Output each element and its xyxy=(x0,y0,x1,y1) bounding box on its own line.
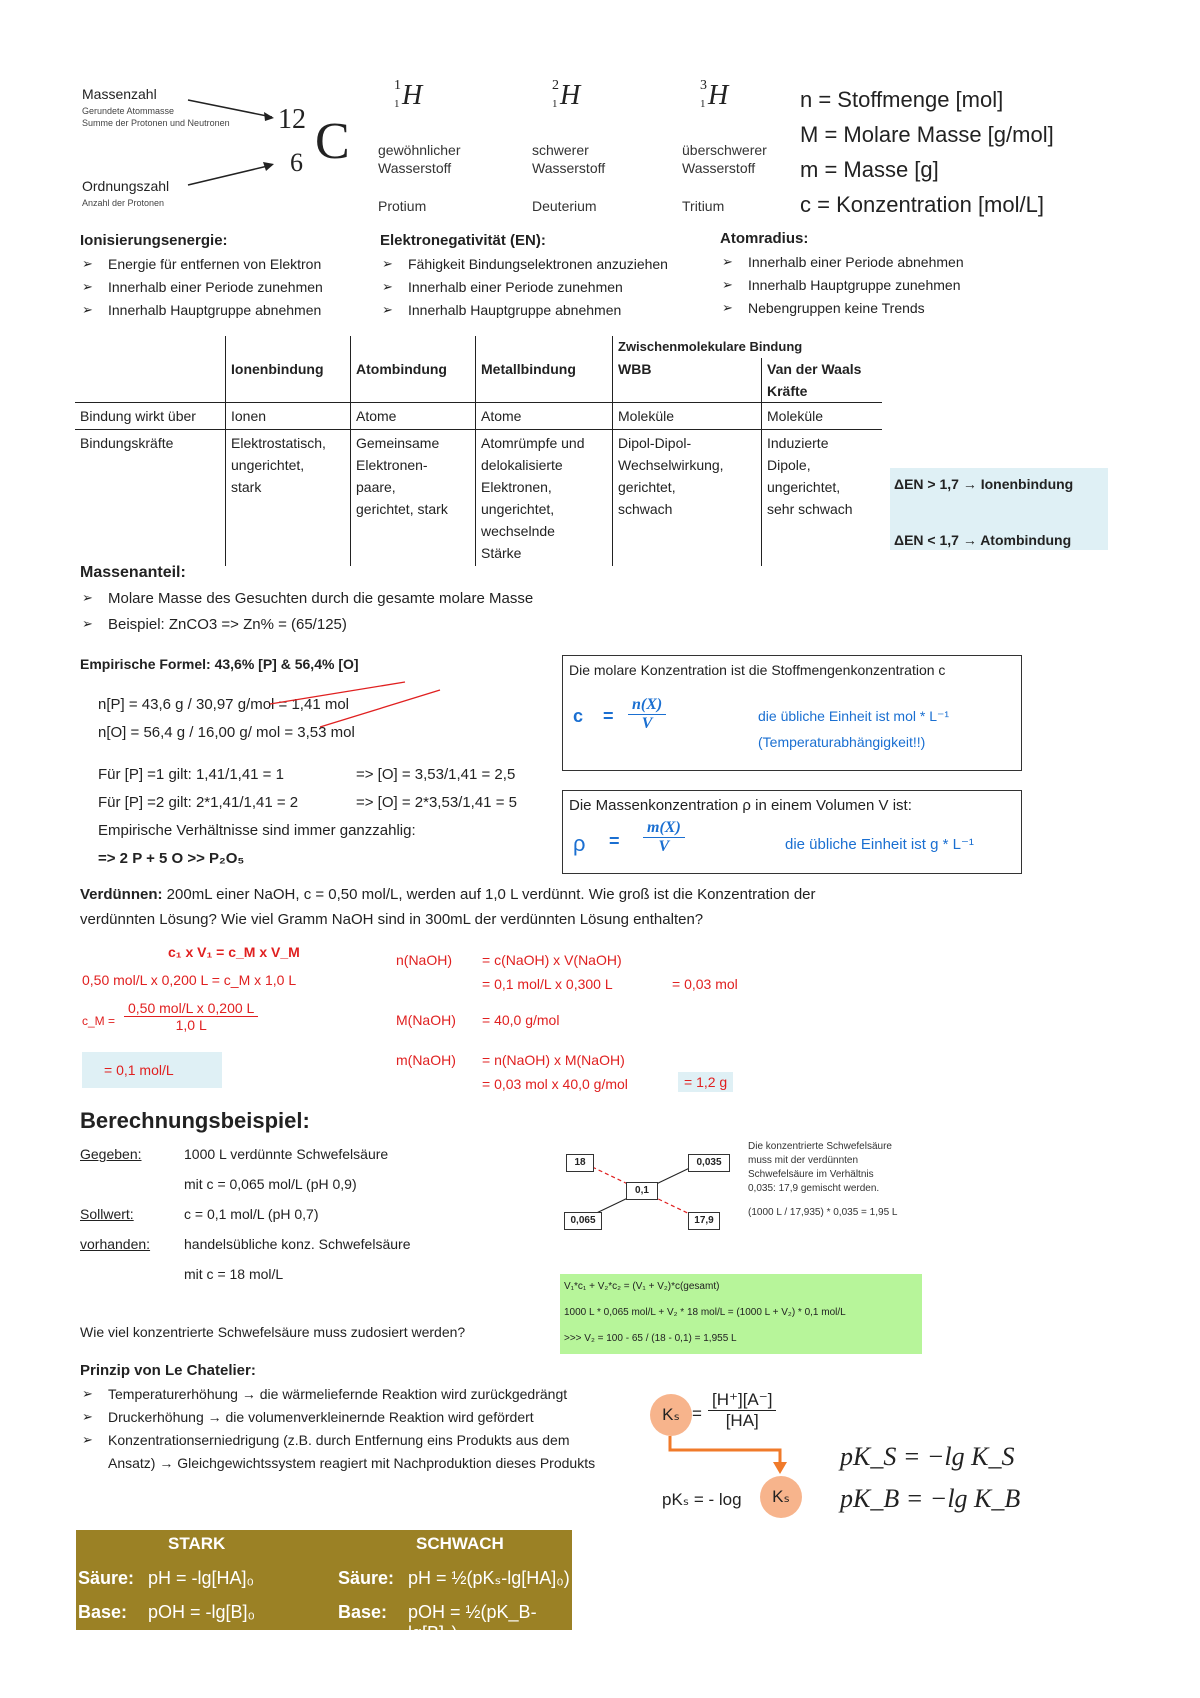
h1-mass: 1 xyxy=(394,78,401,93)
cell xyxy=(226,430,351,567)
chatelier-section xyxy=(80,1362,620,1475)
trend-item: ➢ Fähigkeit Bindungselektronen anzuziehen xyxy=(380,253,710,276)
h3-name: Tritium xyxy=(682,198,725,214)
verd-m2r: = n(NaOH) x M(NaOH) xyxy=(482,1052,625,1068)
massenzahl-label: Massenzahl xyxy=(82,86,157,102)
chatelier-title: Prinzip von Le Chatelier: xyxy=(80,1362,256,1379)
verduennen-text2: verdünnten Lösung? Wie viel Gramm NaOH sind in 300mL der verdünnten Lösung enthalten? xyxy=(80,911,704,928)
cell-line: Induzierte xyxy=(767,435,829,451)
empirische-section xyxy=(80,656,560,876)
def-masse: m = Masse [g] xyxy=(800,157,939,182)
ph-saeure-stark: pH = -lg[HA]₀ xyxy=(148,1568,255,1588)
verd-result: = 0,1 mol/L xyxy=(82,1052,222,1088)
chatelier-item: ➢ Konzentrationserniedrigung (z.B. durch Entfernung eins Produkts aus dem Ansatz) → Gleichgewichtssystem reagiert mit Nachproduktion dieses Produkts xyxy=(80,1429,620,1475)
crossout-strokes xyxy=(230,672,450,732)
mixing-desc-line: Schwefelsäure im Verhältnis xyxy=(748,1169,874,1180)
verd-m3r: = 1,2 g xyxy=(678,1072,733,1092)
trend-item: ➢ Innerhalb einer Periode abnehmen xyxy=(720,251,1050,274)
ph-base-schwach: pOH = ½(pK_B-lg[B]₀) xyxy=(408,1602,537,1643)
trend-ionisierung xyxy=(80,232,380,322)
verd-cm: c_M = xyxy=(82,1014,116,1028)
trend-title: Ionisierungsenergie: xyxy=(80,232,228,249)
h3-symbol: H xyxy=(708,80,729,111)
verd-m2l: m(NaOH) xyxy=(396,1052,456,1068)
h1-line1: gewöhnlicher xyxy=(378,142,461,158)
cell-line: ungerichtet, xyxy=(767,479,841,495)
th-zwischenmolekular xyxy=(613,336,883,403)
h1-name: Protium xyxy=(378,198,427,214)
row-label: Bindungskräfte xyxy=(80,435,174,451)
pks-label: pKₛ = - log xyxy=(662,1490,742,1509)
cell-line: stark xyxy=(231,479,262,495)
empirisch-line4a: Für [P] =2 gilt: 2*1,41/1,41 = 2 xyxy=(98,794,299,811)
h3-line1: überschwerer xyxy=(682,142,767,158)
ordnungszahl-sub: Anzahl der Protonen xyxy=(82,198,165,208)
th-vdw: Van der Waals Kräfte xyxy=(761,358,882,402)
molar-note: (Temperaturabhängigkeit!!) xyxy=(758,734,926,750)
cell-line: ungerichtet, xyxy=(231,457,305,473)
chatelier-item: ➢ Druckerhöhung → die volumenverkleinernde Reaktion wird gefördert xyxy=(80,1406,620,1429)
cell-line: ungerichtet, xyxy=(481,501,555,517)
cell-line: wechselnde xyxy=(481,523,555,539)
gleichung-3: >>> V₂ = 100 - 65 / (18 - 0,1) = 1,955 L xyxy=(564,1333,737,1344)
h3-line2: Wasserstoff xyxy=(682,160,756,176)
cell-line: Stärke xyxy=(481,545,522,561)
atomic-number: 6 xyxy=(290,148,303,177)
ph-base-label-2: Base: xyxy=(338,1602,388,1622)
soll-label: Sollwert: xyxy=(80,1206,134,1222)
verd-f2: 0,50 mol/L x 0,200 L = c_M x 1,0 L xyxy=(82,972,297,988)
mixing-desc-line: muss mit der verdünnten xyxy=(748,1155,859,1166)
chatelier-item: ➢ Temperaturerhöhung → die wärmeliefernde Reaktion wird zurückgedrängt xyxy=(80,1383,620,1406)
molar-num: n(X) xyxy=(628,696,666,715)
cell-line: Elektronen- xyxy=(356,457,428,473)
gegeben-2: mit c = 0,065 mol/L (pH 0,9) xyxy=(184,1176,357,1192)
cell-line: schwach xyxy=(618,501,673,517)
en-ionen: ΔEN > 1,7 → Ionenbindung xyxy=(894,476,1074,492)
empirisch-line3a: Für [P] =1 gilt: 1,41/1,41 = 1 xyxy=(98,766,284,783)
mass-den: V xyxy=(658,838,670,855)
cell-line: paare, xyxy=(356,479,396,495)
ks-circle-2: Kₛ xyxy=(760,1476,802,1518)
en-atom: ΔEN < 1,7 → Atombindung xyxy=(894,532,1072,548)
verduennen-text xyxy=(80,882,1130,932)
empirisch-title: Empirische Formel: 43,6% [P] & 56,4% [O] xyxy=(80,656,359,672)
cell: Atome xyxy=(476,403,613,430)
ks-den: [HA] xyxy=(725,1411,759,1430)
th-wbb: WBB xyxy=(618,361,652,377)
def-konzentration: c = Konzentration [mol/L] xyxy=(800,192,1044,217)
th-metallbindung: Metallbindung xyxy=(476,336,613,403)
cross-179: 17,9 xyxy=(688,1212,720,1230)
trend-title: Atomradius: xyxy=(720,230,809,247)
cross-01: 0,1 xyxy=(626,1182,658,1200)
mass-box xyxy=(562,790,1022,874)
h1-line2: Wasserstoff xyxy=(378,160,452,176)
verd-n1l: n(NaOH) xyxy=(396,952,453,968)
verd-n2: = 0,1 mol/L x 0,300 L xyxy=(482,976,613,992)
cross-18: 18 xyxy=(566,1154,594,1172)
definitions-list xyxy=(800,82,1054,222)
trend-item: ➢ Innerhalb einer Periode zunehmen xyxy=(80,276,380,299)
vorh-2: mit c = 18 mol/L xyxy=(184,1266,284,1282)
cell xyxy=(351,430,476,567)
vorh-label: vorhanden: xyxy=(80,1236,151,1252)
molar-box-title: Die molare Konzentration ist die Stoffmengenkonzentration c xyxy=(569,662,946,678)
cell-line: gerichtet, stark xyxy=(356,501,448,517)
berechnung-given xyxy=(80,1146,550,1346)
mass-lhs: ρ xyxy=(573,831,586,856)
pk-formulas xyxy=(840,1436,1020,1520)
h2-name: Deuterium xyxy=(532,198,597,214)
verduennen-text1: 200mL einer NaOH, c = 0,50 mol/L, werden auf 1,0 L verdünnt. Wie groß ist die Konzentration der xyxy=(162,886,816,903)
verd-f1: c₁ x V₁ = c_M x V_M xyxy=(168,944,300,960)
mass-number: 12 xyxy=(278,104,306,135)
massenanteil-item: ➢ Molare Masse des Gesuchten durch die gesamte molare Masse xyxy=(80,586,780,612)
h2-z: 1 xyxy=(552,98,558,110)
soll-value: c = 0,1 mol/L (pH 0,7) xyxy=(184,1206,319,1222)
ph-saeure-label: Säure: xyxy=(78,1568,135,1588)
ph-table xyxy=(76,1530,572,1643)
row-label: Bindung wirkt über xyxy=(80,408,196,424)
verd-fraction xyxy=(124,1000,258,1033)
pks-formula: pK_S = −lg K_S xyxy=(840,1442,1015,1471)
gleichung-box xyxy=(560,1274,922,1354)
molar-unit: die übliche Einheit ist mol * L⁻¹ xyxy=(758,708,950,724)
ph-saeure-label-2: Säure: xyxy=(338,1568,395,1588)
mass-fraction xyxy=(643,819,685,856)
gegeben-label: Gegeben: xyxy=(80,1146,142,1162)
trend-title: Elektronegativität (EN): xyxy=(380,232,546,249)
th-ionenbindung: Ionenbindung xyxy=(226,336,351,403)
verd-m1l: M(NaOH) xyxy=(396,1012,456,1028)
cell: Ionen xyxy=(226,403,351,430)
cell: Atome xyxy=(351,403,476,430)
trend-item: ➢ Innerhalb einer Periode zunehmen xyxy=(380,276,710,299)
h3-z: 1 xyxy=(700,98,706,110)
cell: Moleküle xyxy=(762,403,883,430)
trend-item: ➢ Innerhalb Hauptgruppe abnehmen xyxy=(380,299,710,322)
berechnung-question: Wie viel konzentrierte Schwefelsäure muss zudosiert werden? xyxy=(80,1324,466,1340)
empirisch-line1: n[P] = 43,6 g / 30,97 g/mol = 1,41 mol xyxy=(98,696,349,713)
cell-line: gerichtet, xyxy=(618,479,676,495)
massenanteil-section xyxy=(80,564,780,638)
mixing-desc-line: Die konzentrierte Schwefelsäure xyxy=(748,1141,892,1152)
gleichung-1: V₁*c₁ + V₂*c₂ = (V₁ + V₂)*c(gesamt) xyxy=(564,1281,720,1292)
ph-saeure-schwach: pH = ½(pKₛ-lg[HA]₀) xyxy=(408,1568,570,1588)
h1-symbol: H xyxy=(402,80,423,111)
mixing-desc xyxy=(748,1140,897,1220)
def-stoffmenge: n = Stoffmenge [mol] xyxy=(800,87,1004,112)
molar-lhs: c xyxy=(573,706,584,726)
isotope-arrows xyxy=(180,85,290,195)
mass-unit: die übliche Einheit ist g * L⁻¹ xyxy=(785,836,974,853)
trend-item: ➢ Innerhalb Hauptgruppe abnehmen xyxy=(80,299,380,322)
en-note xyxy=(890,468,1108,550)
cell-line: Wechselwirkung, xyxy=(618,457,724,473)
cell xyxy=(476,430,613,567)
vorh-1: handelsübliche konz. Schwefelsäure xyxy=(184,1236,411,1252)
verd-m3: = 0,03 mol x 40,0 g/mol xyxy=(482,1076,628,1092)
mass-num: m(X) xyxy=(643,819,685,838)
empirisch-line2: n[O] = 56,4 g / 16,00 g/ mol = 3,53 mol xyxy=(98,724,355,741)
ph-schwach: SCHWACH xyxy=(416,1534,504,1553)
cross-0065: 0,065 xyxy=(564,1212,602,1230)
bond-table xyxy=(75,336,882,566)
element-symbol: C xyxy=(315,113,350,170)
mixing-desc-line: 0,035: 17,9 gemischt werden. xyxy=(748,1183,880,1194)
molar-eq: = xyxy=(603,706,614,726)
molar-fraction xyxy=(628,696,666,733)
h2-line2: Wasserstoff xyxy=(532,160,606,176)
ordnungszahl-label: Ordnungszahl xyxy=(82,178,170,194)
pkb-formula: pK_B = −lg K_B xyxy=(840,1484,1021,1513)
h2-symbol: H xyxy=(560,80,581,111)
ks-eq: = xyxy=(692,1404,702,1423)
ks-num: [H⁺][A⁻] xyxy=(708,1390,776,1411)
massenzahl-sub1: Gerundete Atommasse xyxy=(82,106,175,116)
h3-mass: 3 xyxy=(700,78,707,93)
isotope-section xyxy=(0,0,1200,230)
ph-base-label: Base: xyxy=(78,1602,128,1622)
h2-mass: 2 xyxy=(552,78,559,93)
ph-stark: STARK xyxy=(168,1534,226,1553)
ks-diagram xyxy=(648,1390,828,1520)
molar-box xyxy=(562,655,1022,771)
cell-line: sehr schwach xyxy=(767,501,853,517)
th-atombindung: Atombindung xyxy=(351,336,476,403)
th-zwm-label: Zwischenmolekulare Bindung xyxy=(618,339,803,354)
verd-n1r: = c(NaOH) x V(NaOH) xyxy=(482,952,622,968)
trend-item: ➢ Innerhalb Hauptgruppe zunehmen xyxy=(720,274,1050,297)
verd-num: 0,50 mol/L x 0,200 L xyxy=(124,1000,258,1017)
cross-0035: 0,035 xyxy=(688,1154,730,1172)
mixing-cross xyxy=(560,1146,740,1236)
molar-den: V xyxy=(641,715,653,732)
cell-line: Gemeinsame xyxy=(356,435,440,451)
def-molare-masse: M = Molare Masse [g/mol] xyxy=(800,122,1054,147)
verd-n2r: = 0,03 mol xyxy=(672,976,738,992)
mass-eq: = xyxy=(609,831,620,851)
cell xyxy=(613,430,762,567)
gegeben-1: 1000 L verdünnte Schwefelsäure xyxy=(184,1146,389,1162)
trend-elektronegativitaet xyxy=(380,232,710,322)
verd-m1r: = 40,0 g/mol xyxy=(482,1012,560,1028)
empirisch-line4b: => [O] = 2*3,53/1,41 = 5 xyxy=(356,794,517,811)
cell xyxy=(762,430,883,567)
cell-line: Dipol-Dipol- xyxy=(618,435,692,451)
massenanteil-item: ➢ Beispiel: ZnCO3 => Zn% = (65/125) xyxy=(80,612,780,638)
empirisch-line5: Empirische Verhältnisse sind immer ganzzahlig: xyxy=(98,822,416,839)
h2-line1: schwerer xyxy=(532,142,589,158)
cell-line: Dipole, xyxy=(767,457,811,473)
verduennen-calc xyxy=(80,940,760,1100)
trend-item: ➢ Nebengruppen keine Trends xyxy=(720,297,1050,320)
ks-circle: Kₛ xyxy=(650,1394,692,1436)
berechnung-title: Berechnungsbeispiel: xyxy=(80,1108,310,1133)
verduennen-label: Verdünnen: xyxy=(80,886,163,903)
cell-line: Elektrostatisch, xyxy=(231,435,326,451)
mixing-desc-calc: (1000 L / 17,935) * 0,035 = 1,95 L xyxy=(748,1207,898,1218)
ks-fraction xyxy=(708,1390,776,1431)
trend-atomradius xyxy=(720,230,1050,320)
verd-den: 1,0 L xyxy=(175,1017,207,1033)
massenanteil-title: Massenanteil: xyxy=(80,564,186,581)
empirisch-line6: => 2 P + 5 O >> P₂O₅ xyxy=(98,850,245,867)
h1-z: 1 xyxy=(394,98,400,110)
cell-line: Atomrümpfe und xyxy=(481,435,585,451)
trend-item: ➢ Energie für entfernen von Elektron xyxy=(80,253,380,276)
cell: Moleküle xyxy=(613,403,762,430)
mass-box-title: Die Massenkonzentration ρ in einem Volumen V ist: xyxy=(569,797,912,814)
cell-line: delokalisierte xyxy=(481,457,563,473)
gleichung-2: 1000 L * 0,065 mol/L + V₂ * 18 mol/L = (1000 L + V₂) * 0,1 mol/L xyxy=(564,1307,846,1318)
massenzahl-sub2: Summe der Protonen und Neutronen xyxy=(82,118,230,128)
cell-line: Elektronen, xyxy=(481,479,552,495)
empirisch-line3b: => [O] = 3,53/1,41 = 2,5 xyxy=(356,766,516,783)
ph-base-stark: pOH = -lg[B]₀ xyxy=(148,1602,256,1622)
